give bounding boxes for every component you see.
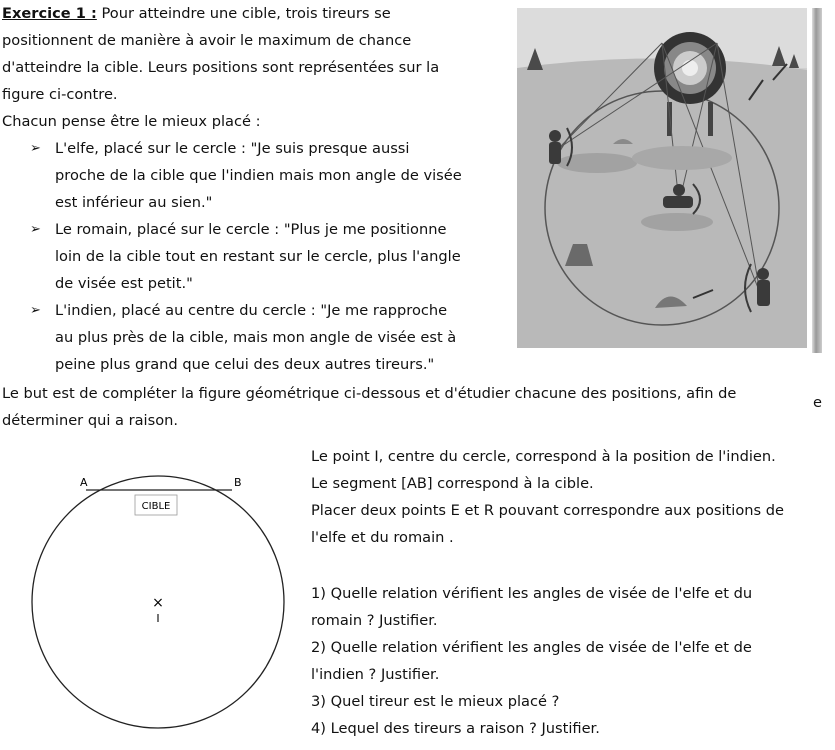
goal-line: Le but est de compléter la figure géométrique ci-dessous et d'étudier chacune des positions, afin de [2, 385, 737, 402]
question-line: 1) Quelle relation vérifient les angles de visée de l'elfe et du [311, 585, 753, 602]
bullet-romain-line: de visée est petit." [55, 275, 193, 292]
bullet-elfe-line: L'elfe, placé sur le cercle : "Je suis presque aussi [55, 140, 410, 157]
question-line: l'indien ? Justifier. [311, 666, 440, 683]
intro-line: Pour atteindre une cible, trois tireurs se [101, 5, 391, 22]
target-stand [708, 102, 713, 136]
center-mark: × [152, 595, 164, 611]
question-line: 2) Quelle relation vérifient les angles de visée de l'elfe et de [311, 639, 752, 656]
point-b-label: B [234, 476, 242, 489]
geometry-figure [0, 468, 300, 750]
intro-line: d'atteindre la cible. Leurs positions sont représentées sur la [2, 59, 440, 76]
instruction-line: Placer deux points E et R pouvant correspondre aux positions de [311, 502, 784, 519]
bullet-indien-line: au plus près de la cible, mais mon angle de visée est à [55, 329, 457, 346]
page-edge [812, 8, 822, 353]
arrow-bullet-icon: ➢ [30, 303, 41, 318]
intro-line: positionnent de manière à avoir le maximum de chance [2, 32, 412, 49]
bullet-indien-line: L'indien, placé au centre du cercle : "Je me rapproche [55, 302, 448, 319]
shooters-illustration [517, 8, 807, 348]
bullet-romain-line: Le romain, placé sur le cercle : "Plus je me positionne [55, 221, 447, 238]
intro-line: figure ci-contre. [2, 86, 118, 103]
bullet-elfe-line: est inférieur au sien." [55, 194, 213, 211]
instruction-line: Le segment [AB] correspond à la cible. [311, 475, 594, 492]
center-label: I [156, 612, 160, 625]
goal-line: déterminer qui a raison. [2, 412, 179, 429]
arrow-bullet-icon: ➢ [30, 222, 41, 237]
exercise-title: Exercice 1 : [2, 5, 97, 22]
instruction-line: l'elfe et du romain . [311, 529, 454, 546]
question-line: 3) Quel tireur est le mieux placé ? [311, 693, 560, 710]
question-line: romain ? Justifier. [311, 612, 438, 629]
exercise-line-1 [2, 0, 391, 27]
instruction-line: Le point I, centre du cercle, correspond à la position de l'indien. [311, 448, 776, 465]
arrow-bullet-icon: ➢ [30, 141, 41, 156]
point-a-label: A [80, 476, 88, 489]
question-line: 4) Lequel des tireurs a raison ? Justifier. [311, 720, 600, 737]
bullet-romain-line: loin de la cible tout en restant sur le cercle, plus l'angle [55, 248, 461, 265]
target-label: CIBLE [141, 501, 171, 512]
bullet-elfe-line: proche de la cible que l'indien mais mon angle de visée [55, 167, 462, 184]
lead-line: Chacun pense être le mieux placé : [2, 113, 261, 130]
bullet-indien-line: peine plus grand que celui des deux autres tireurs." [55, 356, 435, 373]
stray-character: e [813, 394, 822, 411]
